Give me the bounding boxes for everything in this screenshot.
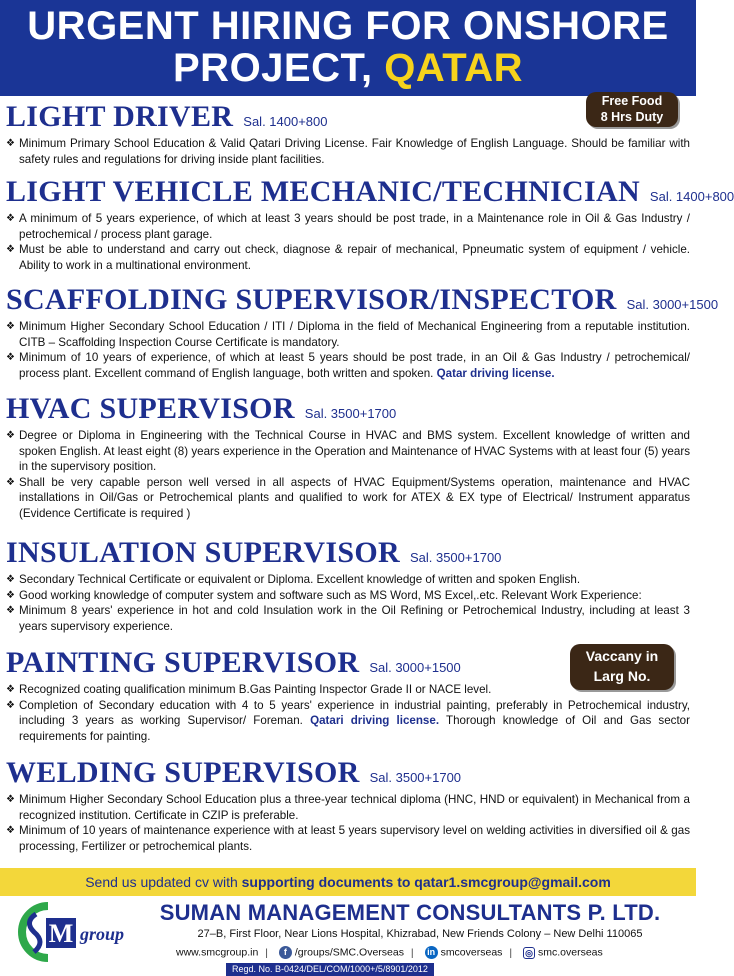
cv-instruction-bar: [0, 868, 696, 896]
job-salary: Sal. 3500+1700: [369, 770, 462, 785]
diamond-bullet-icon: ❖: [6, 589, 15, 601]
free-food-line1: Free Food: [601, 94, 663, 108]
job-salary: Sal. 3500+1700: [409, 550, 502, 565]
diamond-bullet-icon: ❖: [6, 574, 15, 585]
instagram-link[interactable]: smc.overseas: [538, 946, 603, 959]
diamond-bullet-icon: ❖: [6, 244, 15, 256]
contact-links: www.smcgroup.in | f /groups/SMC.Overseas | in smcoverseas | ◎ smc.overseas: [176, 946, 603, 959]
job-bullet: ❖ Minimum Higher Secondary School Education / ITI / Diploma in the field of Mechanical Engineering from a reputable institution. CITB – Scaffolding Inspection Course Certificate is mandatory.: [6, 320, 690, 349]
diamond-bullet-icon: ❖: [6, 352, 15, 364]
diamond-bullet-icon: ❖: [6, 138, 15, 149]
diamond-bullet-icon: ❖: [6, 684, 15, 695]
headline-line1: URGENT HIRING FOR ONSHORE: [27, 4, 669, 48]
cv-email[interactable]: qatar1.smcgroup@gmail.com: [414, 874, 611, 890]
job-bullet: ❖ Shall be very capable person well versed in all aspects of HVAC Equipment/Systems operation, maintenance and HVAC installations in Oil/Gas or Petrochemical plants and qualified to work for ATEX & EX type of Electrical/ Instrument apparatus (Evidence Certificate is required ): [6, 475, 690, 520]
vacancy-line1: Vaccany in: [585, 648, 659, 664]
job-bullet: ❖ Completion of Secondary education with 4 to 5 years' experience in industrial painting, preferably in Petrochemical industry, including 3 years as working Supervisor/ Foreman. Qatari driving license. Thorough knowledge of Oil and Gas sector requirements for painting.: [6, 698, 690, 743]
job-bullet: ❖ Minimum Primary School Education & Valid Qatari Driving License. Fair Knowledge of English Language. Should be familiar with safety rules and regulations for driving inside plant facilities.: [6, 137, 690, 166]
driving-license-note: Qatar driving license.: [436, 366, 555, 380]
job-painting-supervisor: [6, 646, 690, 744]
diamond-bullet-icon: ❖: [6, 605, 15, 617]
job-bullet: ❖ A minimum of 5 years experience, of which at least 3 years should be post trade, in a Maintenance role in Oil & Gas Industry / petrochemical / process plant garage.: [6, 212, 690, 241]
job-light-driver: [6, 100, 690, 167]
job-title: WELDING SUPERVISOR: [6, 756, 360, 789]
smc-logo: [12, 900, 144, 964]
facebook-icon: f: [279, 946, 292, 959]
job-title: HVAC SUPERVISOR: [6, 392, 295, 425]
job-bullet: ❖ Minimum of 10 years of maintenance experience with at least 5 years supervisory level on welding activities in diversified oil & gas processing, Fertilizer or petrochemical plants.: [6, 824, 690, 853]
linkedin-icon: in: [425, 946, 438, 959]
job-title: LIGHT VEHICLE MECHANIC/TECHNICIAN: [6, 175, 640, 208]
job-bullet: ❖ Secondary Technical Certificate or equivalent or Diploma. Excellent knowledge of written and spoken English.: [6, 573, 581, 586]
job-title: PAINTING SUPERVISOR: [6, 646, 360, 679]
diamond-bullet-icon: ❖: [6, 213, 15, 224]
facebook-link[interactable]: /groups/SMC.Overseas: [294, 946, 404, 959]
vacancy-line2: Larg No.: [593, 668, 651, 684]
job-title: LIGHT DRIVER: [6, 100, 234, 133]
job-title: SCAFFOLDING SUPERVISOR/INSPECTOR: [6, 283, 617, 316]
diamond-bullet-icon: ❖: [6, 476, 15, 488]
header-banner: [0, 0, 696, 96]
job-salary: Sal. 1400+800: [649, 189, 734, 204]
job-salary: Sal. 3000+1500: [626, 297, 719, 312]
cv-prefix: Send us updated cv with: [85, 874, 238, 890]
job-salary: Sal. 1400+800: [243, 114, 328, 129]
logo-letter: M: [48, 919, 74, 948]
job-bullet: ❖ Degree or Diploma in Engineering with the Technical Course in HVAC and BMS system. Excellent knowledge of written and spoken English. At least eight (8) years experience in the Operation and Maintenance of HVAC Systems with at least four (5) years in the supervisory position.: [6, 429, 690, 474]
driving-license-note: Qatari driving license.: [310, 714, 440, 728]
job-welding-supervisor: [6, 756, 690, 854]
job-title: INSULATION SUPERVISOR: [6, 536, 400, 569]
headline-line2: [0, 46, 696, 91]
company-name: SUMAN MANAGEMENT CONSULTANTS P. LTD.: [159, 900, 661, 925]
free-food-line2: 8 Hrs Duty: [600, 110, 664, 124]
job-bullet: ❖ Recognized coating qualification minimum B.Gas Painting Inspector Grade II or NACE level.: [6, 683, 492, 696]
cv-docs: supporting documents to: [241, 874, 411, 890]
diamond-bullet-icon: ❖: [6, 699, 15, 711]
job-salary: Sal. 3500+1700: [304, 406, 397, 421]
diamond-bullet-icon: ❖: [6, 430, 15, 441]
job-light-vehicle-mechanic: [6, 175, 734, 273]
linkedin-link[interactable]: smcoverseas: [440, 946, 503, 959]
diamond-bullet-icon: ❖: [6, 321, 15, 332]
job-salary: Sal. 3000+1500: [369, 660, 461, 675]
website-link[interactable]: www.smcgroup.in: [176, 946, 259, 959]
diamond-bullet-icon: ❖: [6, 825, 15, 837]
job-bullet: ❖ Minimum of 10 years of experience, of which at least 5 years should be post trade, in an Oil & Gas Industry / petrochemical/ process plant. Excellent command of English language, both written and spoken. Qatar driving license.: [6, 351, 690, 380]
job-bullet: ❖ Good working knowledge of computer system and software such as MS Word, MS Excel,.etc. Relevant Work Experience:: [6, 588, 642, 602]
job-scaffolding-supervisor: [6, 283, 719, 381]
job-bullet: ❖ Minimum Higher Secondary School Education plus a three-year technical diploma (HNC, HND or equivalent) in Mechanical from a recognized institution. Certificate in CZIP is preferable.: [6, 793, 690, 822]
smc-logo-icon: [12, 900, 144, 964]
diamond-bullet-icon: ❖: [6, 794, 15, 805]
headline-prefix: PROJECT,: [173, 46, 385, 90]
headline-country: QATAR: [384, 46, 523, 90]
job-hvac-supervisor: [6, 392, 690, 522]
job-bullet: ❖ Minimum 8 years' experience in hot and cold Insulation work in the Oil Refining or Petrochemical Industry, including at least 3 years supervisory experience.: [6, 604, 690, 633]
registration-number: Regd. No. B-0424/DEL/COM/1000+/5/8901/2012: [226, 963, 434, 976]
job-insulation-supervisor: [6, 536, 690, 634]
job-bullet: ❖ Must be able to understand and carry out check, diagnose & repair of mechanical, Ppneumatic system of equipment / vehicle. Ability to work in a multinational environment.: [6, 243, 690, 272]
company-address: 27–B, First Floor, Near Lions Hospital, Khizrabad, New Friends Colony – New Delhi 110065: [197, 928, 643, 940]
logo-text: group: [80, 924, 125, 944]
instagram-icon: ◎: [523, 947, 535, 959]
